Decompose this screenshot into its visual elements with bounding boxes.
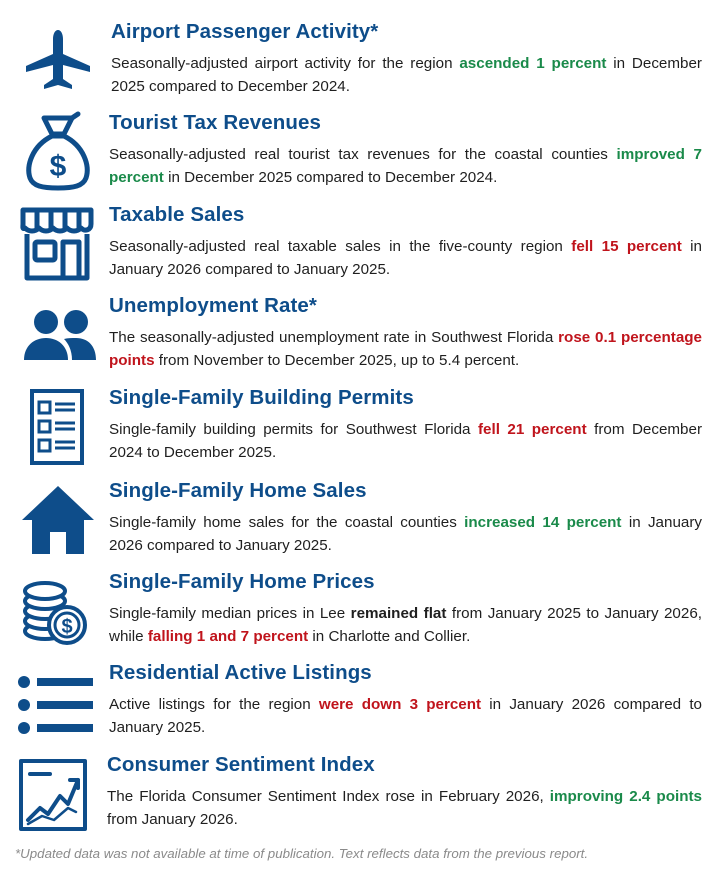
description-text: from November to December 2025, up to 5.4 percent. — [154, 352, 520, 369]
desc-building-permits — [109, 418, 702, 464]
description-text: Seasonally-adjusted real tourist tax revenues for the coastal counties — [109, 146, 617, 163]
title-unemployment: Unemployment Rate* — [109, 294, 317, 317]
description-text: Seasonally-adjusted real taxable sales in the five-county region — [109, 238, 572, 255]
storefront-icon — [17, 206, 97, 282]
svg-text:$: $ — [49, 150, 67, 183]
description-text: The Florida Consumer Sentiment Index rose in February 2026, — [107, 788, 550, 805]
checklist-document-icon — [29, 388, 85, 466]
desc-active-listings — [109, 693, 702, 739]
positive-highlight: ascended 1 percent — [459, 55, 607, 72]
desc-airport — [111, 52, 702, 98]
footnote: *Updated data was not available at time of publication. Text reflects data from the previous report. — [15, 846, 589, 861]
description-text: Active listings for the region — [109, 696, 319, 713]
title-active-listings: Residential Active Listings — [109, 661, 372, 684]
description-text: in January 2026 compared to January 2025. — [109, 696, 702, 736]
desc-consumer-sentiment — [107, 785, 702, 831]
description-text: Seasonally-adjusted airport activity for the region — [111, 55, 460, 72]
description-text: in December 2025 compared to December 2024. — [163, 169, 498, 186]
negative-highlight: falling 1 and 7 percent — [147, 628, 309, 645]
negative-highlight: were down 3 percent — [318, 696, 482, 713]
negative-highlight: fell 21 percent — [477, 421, 587, 438]
bullet-list-icon — [17, 674, 95, 736]
title-tourist-tax: Tourist Tax Revenues — [109, 111, 321, 134]
title-home-sales: Single-Family Home Sales — [109, 479, 367, 502]
description-text: The seasonally-adjusted unemployment rate in Southwest Florida — [109, 329, 559, 346]
description-text: from January 2026. — [107, 811, 238, 828]
description-text: in Charlotte and Collier. — [308, 628, 471, 645]
description-text: from January 2025 to January 2026, while — [109, 605, 702, 645]
trend-chart-icon — [18, 758, 90, 832]
description-text: in January 2026 compared to January 2025. — [109, 238, 702, 278]
negative-highlight: fell 15 percent — [571, 238, 682, 255]
description-text: in December 2025 compared to December 2024. — [111, 55, 702, 95]
people-icon — [22, 308, 98, 362]
desc-taxable-sales — [109, 235, 702, 281]
title-taxable-sales: Taxable Sales — [109, 203, 245, 226]
desc-home-prices — [109, 602, 702, 648]
description-text: Single-family building permits for Southwest Florida — [109, 421, 478, 438]
negative-highlight: rose 0.1 percentage points — [109, 329, 702, 369]
positive-highlight: improved 7 percent — [109, 146, 702, 186]
money-bag-icon — [22, 110, 94, 192]
description-text: in January 2026 compared to January 2025. — [109, 514, 702, 554]
description-text: Single-family median prices in Lee — [109, 605, 351, 622]
bold-highlight: remained flat — [350, 605, 447, 622]
title-home-prices: Single-Family Home Prices — [109, 570, 375, 593]
svg-text:$: $ — [61, 616, 73, 638]
description-text: Single-family home sales for the coastal counties — [109, 514, 465, 531]
desc-unemployment — [109, 326, 702, 372]
title-consumer-sentiment: Consumer Sentiment Index — [107, 753, 375, 776]
positive-highlight: improving 2.4 points — [549, 788, 702, 805]
desc-tourist-tax — [109, 143, 702, 189]
desc-home-sales — [109, 511, 702, 557]
title-building-permits: Single-Family Building Permits — [109, 386, 414, 409]
positive-highlight: increased 14 percent — [464, 514, 622, 531]
airplane-icon — [22, 28, 94, 92]
description-text: from December 2024 to December 2025. — [109, 421, 702, 461]
title-airport: Airport Passenger Activity* — [111, 20, 379, 43]
house-icon — [20, 484, 96, 556]
coin-stack-icon — [21, 575, 93, 647]
